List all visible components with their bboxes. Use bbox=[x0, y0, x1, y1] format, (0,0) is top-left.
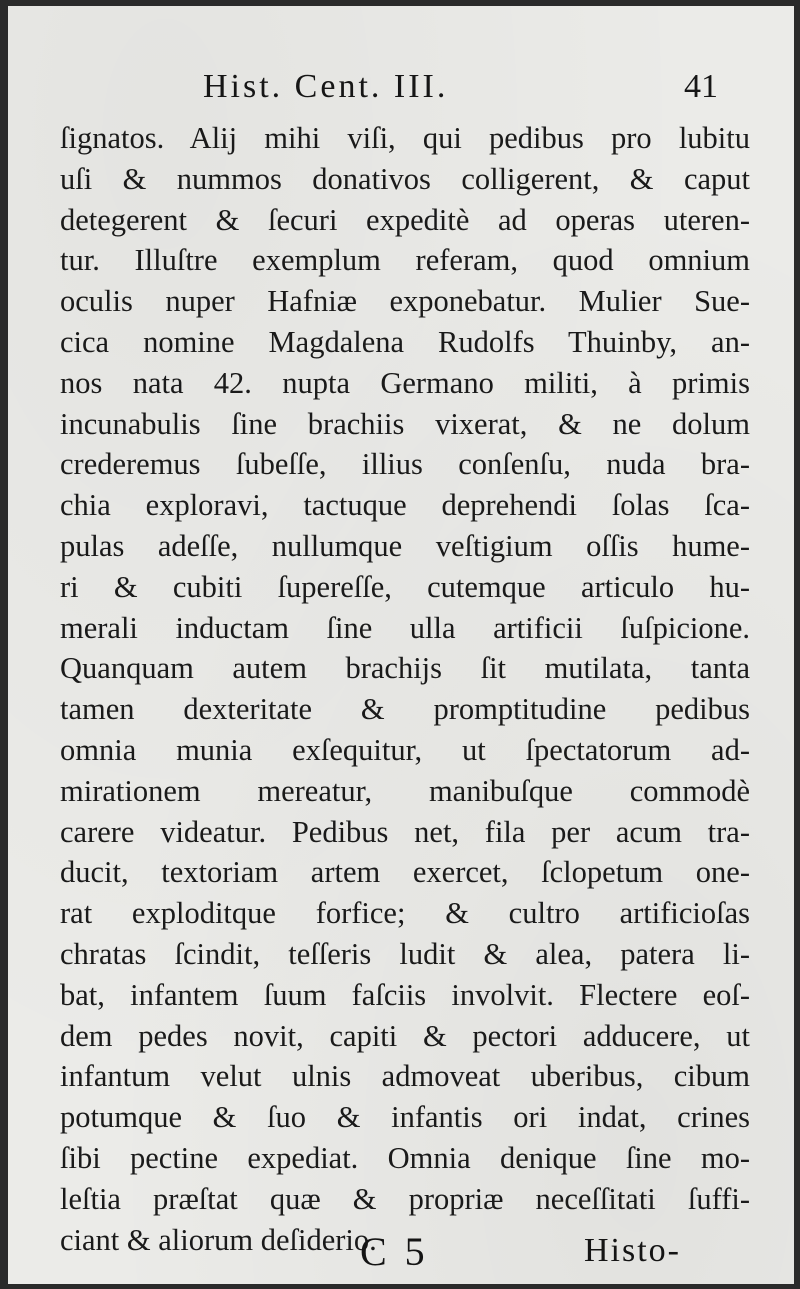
body-text bbox=[60, 118, 750, 1260]
text-line: dem pedes novit, capiti & pectori adducere, ut bbox=[60, 1018, 750, 1053]
text-line: merali inductam ſine ulla artificii ſuſpicione. bbox=[60, 610, 750, 645]
text-line: crederemus ſubeſſe, illius conſenſu, nuda bra- bbox=[60, 447, 750, 482]
book-page bbox=[8, 6, 794, 1284]
text-line: chia exploravi, tactuque deprehendi ſolas ſca- bbox=[60, 488, 750, 523]
running-head-title: Hist. Cent. III. bbox=[203, 68, 449, 105]
text-line: incunabulis ſine brachiis vixerat, & ne dolum bbox=[60, 406, 750, 441]
text-line: bat, infantem ſuum faſciis involvit. Flectere eoſ- bbox=[60, 977, 750, 1012]
text-line: ciant & aliorum deſiderio. bbox=[60, 1222, 377, 1257]
text-line: rat exploditque forfice; & cultro artificioſas bbox=[60, 896, 750, 931]
catchword: Histo- bbox=[584, 1232, 681, 1269]
text-line: ſignatos. Alij mihi viſi, qui pedibus pro lubitu bbox=[60, 121, 750, 155]
text-line: chratas ſcindit, teſſeris ludit & alea, patera li- bbox=[60, 936, 750, 971]
text-line: Quanquam autem brachijs ſit mutilata, tanta bbox=[60, 651, 750, 686]
text-line: omnia munia exſequitur, ut ſpectatorum ad- bbox=[60, 732, 750, 767]
text-line: leſtia præſtat quæ & propriæ neceſſitati ſuffi- bbox=[60, 1181, 750, 1216]
text-line: tur. Illuſtre exemplum referam, quod omnium bbox=[60, 243, 750, 278]
text-line: cica nomine Magdalena Rudolfs Thuinby, an- bbox=[60, 324, 750, 359]
text-line: ducit, textoriam artem exercet, ſclopetum one- bbox=[60, 855, 750, 890]
text-line: tamen dexteritate & promptitudine pedibus bbox=[60, 692, 750, 727]
text-line: oculis nuper Hafniæ exponebatur. Mulier Sue- bbox=[60, 284, 750, 319]
text-line: carere videatur. Pedibus net, fila per acum tra- bbox=[60, 814, 750, 849]
text-line: ri & cubiti ſupereſſe, cutemque articulo hu- bbox=[60, 569, 750, 604]
text-line: detegerent & ſecuri expeditè ad operas uteren- bbox=[60, 202, 750, 237]
signature-mark: C 5 bbox=[360, 1229, 429, 1274]
text-line: nos nata 42. nupta Germano militi, à primis bbox=[60, 365, 750, 400]
running-head bbox=[8, 68, 794, 112]
text-line: pulas adeſſe, nullumque veſtigium oſſis hume- bbox=[60, 528, 750, 563]
text-line: uſi & nummos donativos colligerent, & caput bbox=[60, 161, 750, 196]
text-line: ſibi pectine expediat. Omnia denique ſine mo- bbox=[60, 1140, 750, 1175]
text-line: mirationem mereatur, manibuſque commodè bbox=[60, 773, 750, 808]
text-line: potumque & ſuo & infantis ori indat, crines bbox=[60, 1100, 750, 1135]
page-number: 41 bbox=[684, 68, 718, 105]
text-line: infantum velut ulnis admoveat uberibus, cibum bbox=[60, 1059, 750, 1094]
